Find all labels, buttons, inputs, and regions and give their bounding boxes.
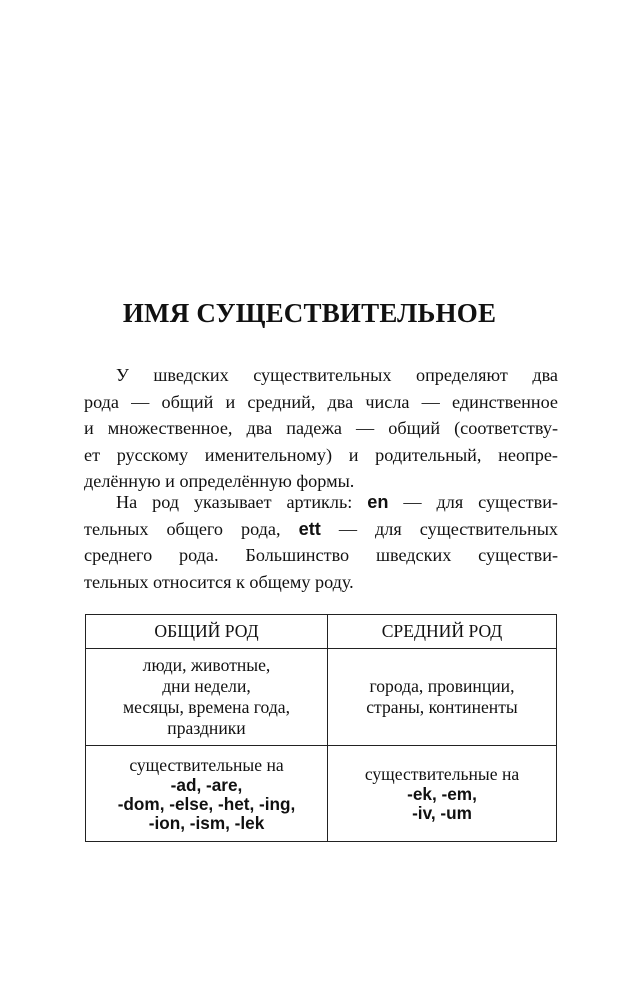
suffix-line: -iv, -um [412, 803, 472, 823]
article-ett: ett [298, 518, 321, 539]
text-line [84, 489, 558, 516]
paragraph-articles [84, 489, 558, 595]
text-line: рода — общий и средний, два числа — единственное [84, 391, 558, 412]
text-line: делённую и определённую формы. [84, 471, 355, 491]
text-fragment: — для существи- [388, 492, 558, 512]
table-header-row [86, 615, 557, 649]
suffix-line: -ad, -are, [170, 774, 243, 795]
text-line: и множественное, два падежа — общий (соответству- [84, 418, 558, 438]
cell-common-categories [86, 649, 328, 746]
text-line: тельных относится к общему роду. [84, 571, 354, 592]
text-line [84, 516, 558, 543]
text-line: среднего рода. Большинство шведских существи- [84, 545, 558, 565]
cell-line: страны, континенты [366, 697, 518, 717]
text-fragment: На род указывает артикль: [116, 492, 368, 512]
cell-line: люди, животные, [142, 655, 271, 675]
cell-neuter-suffixes [328, 746, 557, 842]
header-common-gender: ОБЩИЙ РОД [86, 615, 328, 649]
suffix-line: -dom, -else, -het, -ing, [117, 793, 296, 814]
paragraph-intro [84, 362, 558, 495]
header-neuter-gender: СРЕДНИЙ РОД [328, 615, 557, 649]
suffix-line: -ek, -em, [407, 784, 477, 804]
text-fragment: — для существительных [320, 518, 559, 539]
text-line: У шведских существительных определяют два [116, 365, 558, 385]
gender-table [85, 614, 557, 842]
cell-common-suffixes [86, 746, 328, 842]
cell-line: праздники [167, 718, 246, 738]
cell-label: существительные на [129, 754, 284, 775]
article-en: en [367, 492, 389, 512]
table-row [86, 649, 557, 746]
cell-line: дни недели, [162, 676, 251, 696]
table-row [86, 746, 557, 842]
cell-label: существительные на [364, 764, 520, 784]
text-fragment: тельных общего рода, [84, 518, 299, 539]
page-title: ИМЯ СУЩЕСТВИТЕЛЬНОЕ [122, 298, 497, 328]
cell-neuter-categories [328, 649, 557, 746]
cell-line: города, провинции, [369, 676, 515, 696]
cell-line: месяцы, времена года, [122, 697, 291, 717]
text-line: ет русскому именительному) и родительный, неопре- [84, 444, 558, 465]
suffix-line: -ion, -ism, -lek [148, 812, 265, 833]
